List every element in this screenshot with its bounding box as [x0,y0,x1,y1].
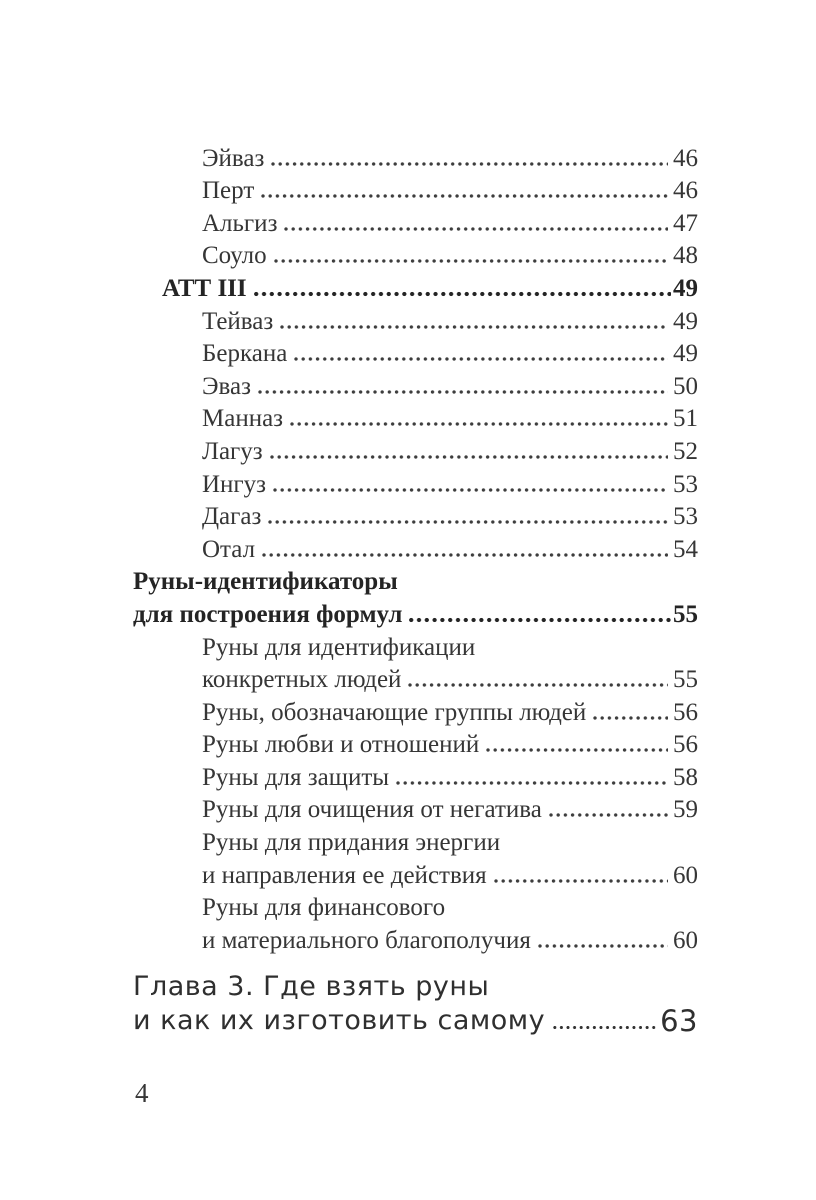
toc-entry [133,824,698,857]
toc-entry [133,238,698,271]
toc-entry [133,270,698,303]
toc-entry [133,857,698,890]
toc-entry-label: Отал [202,535,256,563]
dot-leader [268,519,668,525]
toc-entry-label: Руны для финансового [202,894,446,922]
toc-entry-page: 59 [673,796,698,824]
toc-entry-page: 48 [673,242,698,270]
toc-entry [133,303,698,336]
page-number: 4 [135,1078,149,1108]
toc-entry-page: 53 [673,470,698,498]
dot-leader [284,226,668,232]
toc-entry [133,727,698,760]
toc-entry-label: Дагаз [202,503,262,531]
toc-entry-label: и материального благополучия [202,926,531,954]
toc-entry-label: Эйваз [202,144,265,172]
chapter-heading [133,970,698,1038]
toc-entry-page: 46 [673,177,698,205]
toc-entry-label: конкретных людей [202,666,402,694]
toc-entry-label: Беркана [202,340,288,368]
dot-leader [553,1025,658,1030]
toc-entry [133,596,698,629]
chapter-heading-line2 [133,1004,698,1038]
dot-leader [494,878,668,884]
toc-entry-label: Руны, обозначающие группы людей [202,698,587,726]
dot-leader [538,943,668,949]
toc-entry-label: Руны для идентификации [202,633,476,661]
toc-entry [133,922,698,955]
toc-entry [133,629,698,662]
toc-entry [133,205,698,238]
toc-entry [133,336,698,369]
toc-entry-label: Соуло [202,242,267,270]
toc-entry-page: 49 [673,340,698,368]
toc-entry [133,173,698,206]
dot-leader [270,454,668,460]
dot-leader [261,193,668,199]
toc-entry-page: 52 [673,437,698,465]
toc-entry-page: 54 [673,535,698,563]
toc-entry-page: 55 [673,600,698,628]
toc-entry [133,662,698,695]
toc-entry-label: для построения формул [133,600,403,628]
toc-entry-label: Эваз [202,372,251,400]
toc-entry-page: 51 [673,405,698,433]
toc-entry [133,433,698,466]
toc-entry-page: 56 [673,731,698,759]
chapter-heading-line1 [133,970,698,1004]
toc-entry-label: Перт [202,177,255,205]
toc-entry-page: 49 [673,307,698,335]
toc-entry-label: Руны любви и отношений [202,731,480,759]
toc-entry-page: 60 [673,926,698,954]
toc-entry [133,140,698,173]
toc-entry-page: 55 [673,666,698,694]
toc-entry-page: 50 [673,372,698,400]
dot-leader [274,258,668,264]
dot-leader [262,552,668,558]
chapter-title-line2: и как их изготовить самому [133,1005,546,1036]
toc-entry-label: Руны для защиты [202,763,390,791]
dot-leader [254,291,671,297]
toc-entry [133,499,698,532]
dot-leader [273,487,668,493]
toc-entry-label: АТТ III [162,274,247,302]
toc-entry-label: и направления ее действия [202,861,487,889]
toc-entry [133,368,698,401]
toc-entry-label: Альгиз [202,209,278,237]
toc-list [133,140,698,955]
dot-leader [294,356,668,362]
dot-leader [549,812,668,818]
toc-entry-page: 46 [673,144,698,172]
dot-leader [408,682,668,688]
toc-entry-label: Руны для очищения от негатива [202,796,542,824]
toc-entry-page: 58 [673,763,698,791]
toc-entry [133,466,698,499]
toc-entry [133,694,698,727]
dot-leader [271,161,668,167]
toc-entry-label: Ингуз [202,470,267,498]
toc-entry-page: 60 [673,861,698,889]
dot-leader [290,421,668,427]
toc-entry-label: Руны-идентификаторы [133,568,398,596]
dot-leader [280,324,668,330]
dot-leader [396,780,668,786]
toc-entry-label: Руны для придания энергии [202,829,501,857]
toc-entry-page: 56 [673,698,698,726]
toc-entry-label: Тейваз [202,307,274,335]
dot-leader [486,747,668,753]
dot-leader [593,715,668,721]
dot-leader [409,617,671,623]
toc-entry [133,564,698,597]
toc-entry [133,401,698,434]
dot-leader [258,389,668,395]
toc-entry [133,792,698,825]
toc-entry [133,890,698,923]
toc-entry-label: Манназ [202,405,284,433]
toc-entry-page: 49 [673,274,698,302]
chapter-title-line1: Глава 3. Где взять руны [133,971,490,1002]
toc-entry [133,531,698,564]
toc-entry-label: Лагуз [202,437,263,465]
toc-entry-page: 47 [673,209,698,237]
toc-entry-page: 53 [673,503,698,531]
toc-entry [133,759,698,792]
chapter-page-number: 63 [660,1004,698,1038]
